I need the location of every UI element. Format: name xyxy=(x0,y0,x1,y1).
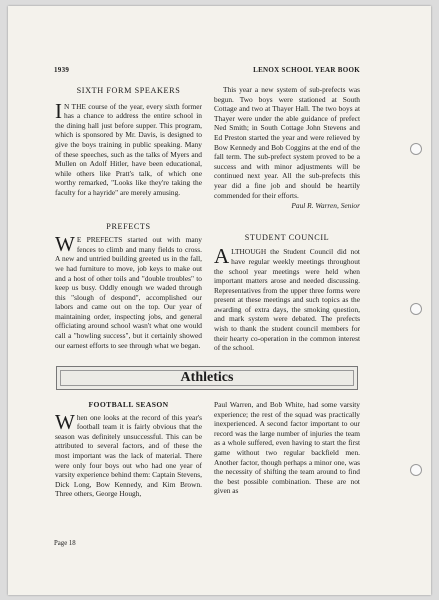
right-column xyxy=(214,85,360,353)
athletics-banner-label: Athletics xyxy=(180,370,234,385)
student-council-text: LTHOUGH the Student Council did not have regular weekly meetings throughout the school year meetings were held when important matters arose and needed discussing. Representatives from the upper three forms were present at these meetings and such topics as the awarding of extra days, the smoking question, and mark system were debated. The prefects wish to thank the student council members for their hearty co-operation in the common interest of the school. xyxy=(214,247,360,353)
football-title: FOOTBALL SEASON xyxy=(88,400,169,409)
binder-hole-top xyxy=(410,143,422,155)
sub-prefects-paragraph: This year a new system of sub-prefects was begun. Two boys were stationed at South Cottage and two at Thayer Hall. The two boys at Thayer were under the able guidance of prefect Ned Smith; in South Cottage John Stevens and Ed Preston started the year and were relieved by Bow Kennedy and Bob Coggins at the end of the fall term. The sub-prefect system proved to be a success and with minor adjustments will be continued next year. All the sub-prefects this year did a fine job and should be heartily commended for their efforts. xyxy=(214,85,360,200)
header-year: 1939 xyxy=(54,66,70,74)
sixth-form-dropcap: I xyxy=(55,98,62,123)
sixth-form-paragraph xyxy=(55,98,202,198)
football-left-paragraph xyxy=(55,409,202,499)
header-publication: LENOX SCHOOL YEAR BOOK xyxy=(253,66,360,74)
signature: Paul R. Warren, Senior xyxy=(291,201,360,211)
prefects-dropcap: W xyxy=(55,232,75,257)
athletics-banner xyxy=(56,366,358,390)
prefects-paragraph xyxy=(55,232,202,350)
sixth-form-text: N THE course of the year, every sixth former has a chance to address the entire school in the dining hall just before supper. This program, which is sponsored by Mr. Davis, is designed to give the boys training in public speaking. Many of these speeches, such as the talks of Myers and Mullen on Adolf Hitler, have been educational, while others like Pratt's talk, of which one worthy remarked, "Looks like they're taking the faculty for a hayride" are merely amusing. xyxy=(55,101,202,197)
page-number: Page 18 xyxy=(54,540,76,547)
student-council-dropcap: A xyxy=(214,244,230,269)
football-left-column xyxy=(55,400,202,499)
left-column xyxy=(55,86,202,350)
student-council-paragraph xyxy=(214,244,360,353)
football-right-paragraph: Paul Warren, and Bob White, had some varsity experience; the rest of the squad was practically inexperienced. A second factor important to our record was the large number of injuries the team as a whole suffered, even having to start the first game without two regular backfield men. Another factor, though perhaps a minor one, was the necessity of shifting the team around to find the best possible combination. These are not given as xyxy=(214,400,360,496)
binder-hole-bottom xyxy=(410,464,422,476)
football-dropcap: W xyxy=(55,409,75,434)
prefects-title: PREFECTS xyxy=(106,221,151,231)
sixth-form-title: SIXTH FORM SPEAKERS xyxy=(76,86,181,95)
binder-hole-middle xyxy=(410,303,422,315)
football-left-text: hen one looks at the record of this year's football team it is fairly obvious that the season was definitely unsuccessful. This can be attributed to several factors, and of these the most important was the lack of material. There were only four boys out who had one year of varsity experience behind them: Captain Stevens, Dick Long, Bow Kennedy, and Kim Brown. Three others, George Hough, xyxy=(55,412,202,499)
football-right-column xyxy=(214,400,360,496)
prefects-text: E PREFECTS started out with many fences to climb and many fields to cross. A new and untried building greeted us in the fall, we had furniture to move, job keys to make out and a host of other toils and "double troubles" to keep us busy. Oddly enough we waded through this "slough of despond", accomplished our labors and came out on the top. Our year of maintaining order, inspecting jobs, and general officiating around school wasn't what one would call a "howling success", but it certainly showed our earnest efforts to see through what we began. xyxy=(55,235,202,350)
student-council-title: STUDENT COUNCIL xyxy=(244,232,330,242)
